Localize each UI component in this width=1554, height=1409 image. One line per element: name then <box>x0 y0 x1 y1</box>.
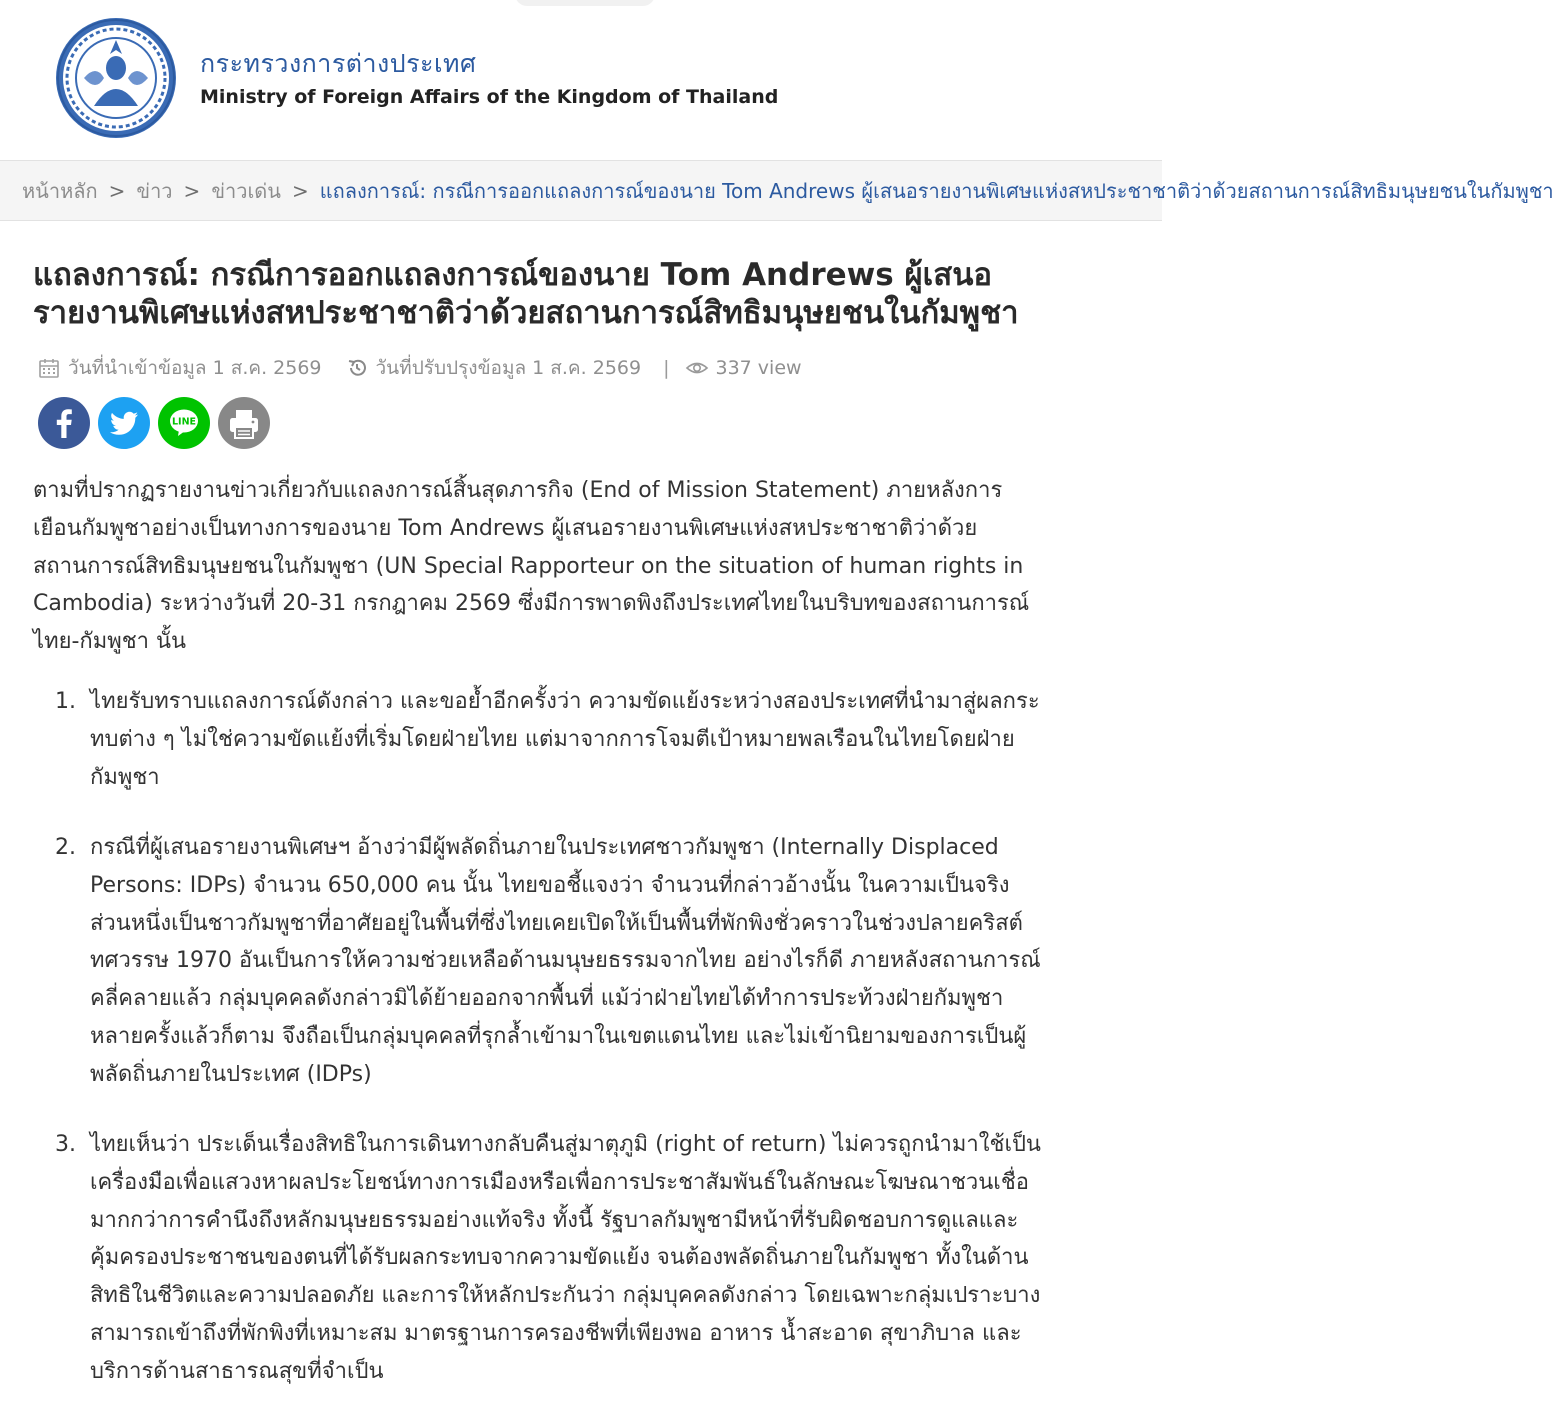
point-line: ส่วนหนึ่งเป็นชาวกัมพูชาที่อาศัยอยู่ในพื้นที่ซึ่งไทยเคยเปิดให้เป็นพื้นที่พักพิงชั่วคราวในช่วงปลายคริสต์ <box>90 910 1023 936</box>
point-line: ทศวรรษ 1970 อันเป็นการให้ความช่วยเหลือด้านมนุษยธรรมจากไทย อย่างไรก็ดี ภายหลังสถานการณ์ <box>90 948 1041 974</box>
meta-separator: | <box>663 357 670 379</box>
intro-line: Cambodia) ระหว่างวันที่ 20-31 กรกฎาคม 2569 ซึ่งมีการพาดพิงถึงประเทศไทยในบริบทของสถานการณ์ <box>33 591 1030 617</box>
point-line: เครื่องมือเพื่อแสวงหาผลประโยชน์ทางการเมืองหรือเพื่อการประชาสัมพันธ์ในลักษณะโฆษณาชวนเชื่อ <box>90 1169 1029 1195</box>
point-line: สิทธิในชีวิตและความปลอดภัย และการให้หลักประกันว่า กลุ่มบุคคลดังกล่าว โดยเฉพาะกลุ่มเปราะบาง <box>90 1283 1041 1309</box>
created-date: วันที่นำเข้าข้อมูล 1 ส.ค. 2569 <box>68 357 322 379</box>
point-line: คลี่คลายแล้ว กลุ่มบุคคลดังกล่าวมิได้ย้ายออกจากพื้นที่ แม้ว่าฝ่ายไทยได้ทำการประท้วงฝ่ายกัมพูชา <box>90 986 1004 1012</box>
calendar-icon <box>38 357 60 379</box>
print-icon <box>218 397 270 449</box>
point-line: คุ้มครองประชาชนของตนที่ได้รับผลกระทบจากความขัดแย้ง จนต้องพลัดถิ่นภายในกัมพูชา ทั้งในด้าน <box>90 1245 1029 1271</box>
facebook-icon <box>38 397 90 449</box>
point-line: กรณีที่ผู้เสนอรายงานพิเศษฯ อ้างว่ามีผู้พลัดถิ่นภายในประเทศชาวกัมพูชา (Internally Displaced <box>90 835 999 860</box>
breadcrumb-current-page: แถลงการณ์: กรณีการออกแถลงการณ์ของนาย Tom Andrews ผู้เสนอรายงานพิเศษแห่งสหประชาชาติว่าด้วยสถานการณ์สิทธิมนุษยชนในกัมพูชา <box>319 179 1554 203</box>
twitter-share-button[interactable] <box>98 397 150 449</box>
intro-line: สถานการณ์สิทธิมนุษยชนในกัมพูชา (UN Special Rapporteur on the situation of human rights in <box>33 553 1024 579</box>
title-line-2: รายงานพิเศษแห่งสหประชาชาติว่าด้วยสถานการณ์สิทธิมนุษยชนในกัมพูชา <box>33 295 1019 331</box>
share-bar <box>38 397 270 449</box>
article-meta <box>38 352 802 384</box>
ministry-seal-icon[interactable] <box>54 16 178 140</box>
history-icon <box>346 357 368 379</box>
twitter-icon <box>98 397 150 449</box>
list-item <box>33 1126 1185 1391</box>
print-button[interactable] <box>218 397 270 449</box>
breadcrumb <box>0 160 1554 221</box>
article-intro <box>33 472 1128 661</box>
point-line: ทบต่าง ๆ ไม่ใช่ความขัดแย้งที่เริ่มโดยฝ่ายไทย แต่มาจากการโจมตีเป้าหมายพลเรือนในไทยโดยฝ่าย <box>90 726 1015 752</box>
point-line: สามารถเข้าถึงที่พักพิงที่เหมาะสม มาตรฐานการครองชีพที่เพียงพอ อาหาร น้ำสะอาด สุขาภิบาล และ <box>90 1320 1022 1346</box>
breadcrumb-separator: > <box>183 179 201 203</box>
point-line: พลัดถิ่นภายในประเทศ (IDPs) <box>90 1061 372 1087</box>
page-title <box>33 256 1133 332</box>
breadcrumb-separator: > <box>291 179 309 203</box>
list-number: 1. <box>55 689 76 714</box>
intro-line: เยือนกัมพูชาอย่างเป็นทางการของนาย Tom Andrews ผู้เสนอรายงานพิเศษแห่งสหประชาชาติว่าด้วย <box>33 515 978 541</box>
list-item <box>33 829 1185 1094</box>
point-line: Persons: IDPs) จำนวน 650,000 คน นั้น ไทยขอชี้แจงว่า จำนวนที่กล่าวอ้างนั้น ในความเป็นจริง <box>90 872 1010 898</box>
point-line: หลายครั้งแล้วก็ตาม จึงถือเป็นกลุ่มบุคคลที่รุกล้ำเข้ามาในเขตแดนไทย และไม่เข้านิยามของการเป็นผู้ <box>90 1023 1027 1049</box>
view-count: 337 view <box>715 357 802 379</box>
list-number: 3. <box>55 1132 76 1157</box>
updated-date: วันที่ปรับปรุงข้อมูล 1 ส.ค. 2569 <box>375 357 642 379</box>
intro-line: ไทย-กัมพูชา นั้น <box>33 629 187 655</box>
breadcrumb-highlights-link[interactable]: ข่าวเด่น <box>211 179 281 203</box>
breadcrumb-news-link[interactable]: ข่าว <box>136 179 173 203</box>
breadcrumb-home-link[interactable]: หน้าหลัก <box>22 179 98 203</box>
list-item <box>33 683 1185 796</box>
eye-icon <box>686 357 708 379</box>
title-line-1: แถลงการณ์: กรณีการออกแถลงการณ์ของนาย Tom Andrews ผู้เสนอ <box>33 257 993 293</box>
list-number: 2. <box>55 835 76 860</box>
facebook-share-button[interactable] <box>38 397 90 449</box>
line-share-button[interactable] <box>158 397 210 449</box>
point-line: บริการด้านสาธารณสุขที่จำเป็น <box>90 1358 384 1384</box>
org-name-english[interactable]: Ministry of Foreign Affairs of the Kingdom of Thailand <box>200 86 779 108</box>
breadcrumb-separator: > <box>108 179 126 203</box>
point-line: ไทยรับทราบแถลงการณ์ดังกล่าว และขอย้ำอีกครั้งว่า ความขัดแย้งระหว่างสองประเทศที่นำมาสู่ผลกระ <box>90 689 1040 714</box>
point-line: มากกว่าการคำนึงถึงหลักมนุษยธรรมอย่างแท้จริง ทั้งนี้ รัฐบาลกัมพูชามีหน้าที่รับผิดชอบการดูแลและ <box>90 1207 1019 1233</box>
breadcrumb-trail <box>22 161 1554 222</box>
intro-line: ตามที่ปรากฏรายงานข่าวเกี่ยวกับแถลงการณ์สิ้นสุดภารกิจ (End of Mission Statement) ภายหลังการ <box>33 478 1003 503</box>
org-name-thai[interactable]: กระทรวงการต่างประเทศ <box>200 49 477 78</box>
line-label: LINE <box>171 416 197 428</box>
point-line: ไทยเห็นว่า ประเด็นเรื่องสิทธิในการเดินทางกลับคืนสู่มาตุภูมิ (right of return) ไม่ควรถูกนำมาใช้เป็น <box>90 1132 1041 1157</box>
line-icon <box>158 397 210 449</box>
point-line: กัมพูชา <box>90 764 160 790</box>
site-header <box>0 0 1162 160</box>
